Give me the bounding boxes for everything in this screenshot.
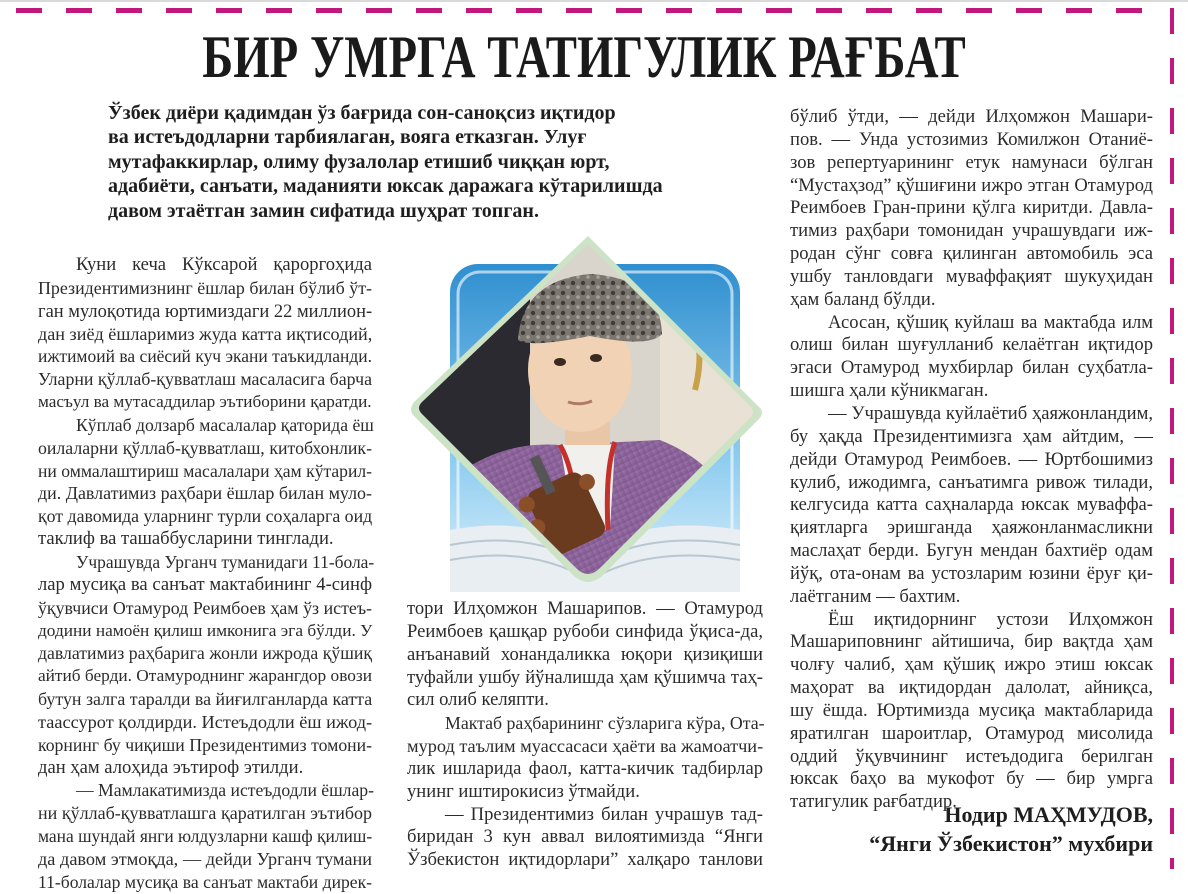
- text-line: қиятларга эришганда ҳаяжонланмасликни: [790, 517, 1153, 539]
- text-line: давлатимиз раҳбарига жонли ижрода қўшиқ: [38, 643, 372, 664]
- text-line: олиш билан шуғулланиб келаётган иқтидор: [790, 334, 1153, 356]
- article-photo: [410, 230, 765, 592]
- text-line: дан зиёд ёшларимиз жуда катта иқтисодий,: [38, 323, 373, 344]
- text-line: татигулик рағбатдир.: [790, 791, 957, 813]
- text-line: чолғу чалиб, ҳам қўшиқ ижро этиш юксак: [790, 654, 1153, 676]
- text-line: айтиб берди. Отамуроднинг жарангдор овози: [38, 666, 372, 686]
- text-line: Куни кеча Кўксарой қароргоҳида: [76, 254, 372, 275]
- text-line: Ёш иқтидорнинг устози Илҳомжон: [828, 608, 1153, 630]
- text-line: бутун залга таралди ва йиғилганларда катта: [38, 689, 373, 710]
- text-line: Асосан, қўшиқ куйлаш ва мактабда илм: [828, 311, 1153, 333]
- text-line: родан сўнг совға қилинган автомобиль эса: [790, 243, 1153, 265]
- text-line: зов репертуарининг етук намунаси бўлган: [790, 151, 1153, 173]
- text-line: таклиф ва ташаббусларини тинглади.: [38, 528, 334, 550]
- text-line: пов. — Унда устозимиз Комилжон Отаниё-: [790, 128, 1153, 150]
- text-line: шу ёшда. Юртимизда мусиқа мактабларида: [790, 699, 1153, 721]
- text-line: оддий ўқувчининг истеъдодига берилган: [790, 745, 1153, 767]
- text-line: ни қўллаб-қувватлашга қаратилган эътибор: [38, 803, 372, 824]
- text-line: ижтимоий ва сиёсий куч экани таъкидланди.: [38, 346, 372, 367]
- text-line: — Учрашувда куйлаётиб ҳаяжонландим,: [828, 402, 1153, 424]
- text-line: лаётганим — бахтим.: [790, 585, 961, 607]
- text-line: мана шундай янги юлдузларни кашф қилиш-: [38, 826, 373, 847]
- text-line: бу ҳақда Президентимизга ҳам айтдим, —: [790, 425, 1153, 447]
- text-line: кулиб, ижодимга, санъатимга ривож тилади,: [790, 471, 1153, 493]
- dashed-border-top: [16, 8, 1166, 13]
- text-line: — Мамлакатимизда истеъдодли ёшлар-: [76, 780, 374, 801]
- text-line: сил олиб келяпти.: [407, 689, 549, 711]
- text-line: дан ҳам алоҳида эътироф этилди.: [38, 756, 304, 778]
- text-line: унинг иштирокисиз ўтмайди.: [407, 780, 640, 802]
- column-left: [38, 254, 375, 894]
- text-line: ушбу танловдаги муваффақият шукуҳидан: [790, 265, 1153, 287]
- text-line: оилаларни қўллаб-қувватлаш, китобхонлик-: [38, 437, 372, 458]
- text-line: ни оммалаштириш масалалари ҳам кўтарил-: [38, 460, 372, 481]
- text-line: Президентимизнинг ёшлар билан бўлиб ўт-: [38, 277, 372, 298]
- lead-line: ва истеъдодларни тарбиялаган, вояга етказган. Улуғ: [108, 126, 587, 149]
- text-line: биридан 3 кун аввал вилоятимизда “Янги: [407, 826, 763, 848]
- text-line: Уларни қўллаб-қувватлаш масаласига барча: [38, 369, 372, 390]
- article-lead: [108, 101, 748, 223]
- text-line: мурод таълим муассасаси ҳаёти ва жамоатчи-: [407, 736, 764, 757]
- text-line: ҳам баланд бўлди.: [790, 288, 936, 310]
- text-line: да давом этмоқда, — дейди Урганч тумани: [38, 848, 372, 869]
- text-line: 11-болалар мусиқа ва санъат мактаби дирек-: [38, 871, 372, 892]
- text-line: лар мусиқа ва санъат мактабининг 4-синф: [38, 573, 372, 595]
- text-line: яратилган шароитлар, Отамурод мисолида: [790, 722, 1153, 744]
- text-line: Учрашувда Урганч туманидаги 11-бола-: [76, 551, 375, 572]
- text-line: лик ишларида фаол, катта-кичик тадбирлар: [407, 757, 763, 779]
- text-line: “Мустаҳзод” қўшиғини ижро этган Отамурод: [790, 174, 1153, 196]
- text-line: туфайли ушбу йўналишда ҳам қўшимча таҳ-: [407, 666, 763, 688]
- text-line: Реимбоев қашқар рубоби синфида ўқиса-да,: [407, 620, 763, 642]
- text-line: анъанавий хонандаликка юқори қизиқиши: [407, 643, 763, 665]
- lead-line: адабиёти, санъати, маданияти юксак даражага кўтарилишда: [108, 175, 663, 198]
- byline: [790, 800, 1153, 858]
- text-line: Мактаб раҳбарининг сўзларига кўра, Ота-: [445, 713, 765, 734]
- text-line: эгаси Отамурод мухбирлар билан суҳбатла-: [790, 357, 1153, 379]
- text-line: масъул ва мутасаддилар эътиборини қаратди.: [38, 392, 372, 412]
- text-line: тори Илҳомжон Машарипов. — Отамурод: [407, 598, 763, 619]
- lead-line: давом этаётган замин сифатида шуҳрат топган.: [108, 199, 539, 222]
- text-line: Реимбоев Гран-прини қўлга киритди. Давла-: [790, 197, 1153, 219]
- text-line: шишга ҳали кўникмаган.: [790, 380, 989, 402]
- author-role: “Янги Ўзбекистон” мухбири: [869, 831, 1153, 856]
- article-title: БИР УМРГА ТАТИГУЛИК РАҒБАТ: [202, 24, 966, 90]
- text-line: Машариповнинг айтишича, бир вақтда ҳам: [790, 631, 1153, 653]
- dashed-border-right: [1170, 8, 1174, 869]
- text-line: — Президентимиз билан учрашув тад-: [445, 803, 763, 825]
- text-line: Ўзбекистон иқтидорлари” халқаро танлови: [407, 849, 763, 871]
- text-line: бўлиб ўтди, — дейди Илҳомжон Машари-: [790, 106, 1153, 127]
- lead-line: мутафаккирлар, олиму фузалолар етишиб чиққан юрт,: [108, 150, 610, 173]
- column-middle: [407, 598, 763, 872]
- column-right: [790, 106, 1153, 814]
- lead-line: Ўзбек диёри қадимдан ўз бағрида сон-саноқсиз иқтидор: [108, 102, 616, 124]
- text-line: келгусида катта саҳналарда юксак муваффа-: [790, 494, 1153, 516]
- text-line: Кўплаб долзарб масалалар қаторида ёш: [76, 414, 374, 435]
- text-line: таассурот қолдирди. Истеъдодли ёш ижод-: [38, 711, 373, 732]
- text-line: додини намоён қилиш имконига эга бўлди. У: [38, 620, 373, 640]
- text-line: дейди Отамурод Реимбоев. — Юртбошимиз: [790, 448, 1153, 470]
- author-name: Нодир МАҲМУДОВ,: [944, 802, 1153, 827]
- top-rule: [0, 0, 1188, 2]
- text-line: юксак баҳо ва мукофот бу — бир умрга: [790, 768, 1153, 790]
- text-line: қот давомида уларнинг турли соҳаларга оид: [38, 506, 373, 527]
- text-line: маҳорат ва иқтидордан далолат, айниқса,: [790, 677, 1153, 699]
- text-line: ўқувчиси Отамурод Реимбоев ҳам ўз истеъ-: [38, 597, 372, 618]
- text-line: ди. Давлатимиз раҳбари ёшлар билан муло-: [38, 483, 372, 504]
- text-line: корнинг бу чиқиши Президентимиз томони-: [38, 734, 372, 755]
- text-line: маслаҳат берди. Бугун мендан бахтиёр одам: [790, 540, 1153, 562]
- text-line: йўқ, ота-онам ва устозларим юзини ёруғ қи-: [790, 562, 1153, 584]
- text-line: тимиз раҳбари томонидан учрашувдаги иж-: [790, 220, 1153, 242]
- text-line: ган мулоқотида юртимиздаги 22 миллион-: [38, 300, 373, 321]
